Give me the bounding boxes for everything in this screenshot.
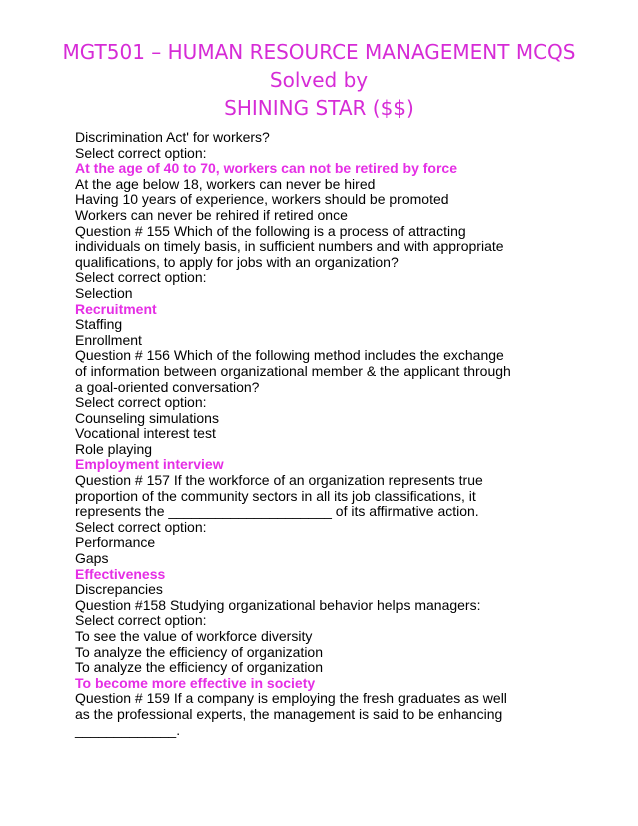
answer-line: At the age of 40 to 70, workers can not be retired by force xyxy=(75,160,457,177)
answer-line: Recruitment xyxy=(75,300,157,317)
header-title: MGT501 – HUMAN RESOURCE MANAGEMENT MCQS xyxy=(62,40,576,64)
text-line: Question #158 Studying organizational behavior helps managers: xyxy=(75,596,481,613)
document-body xyxy=(75,130,615,738)
header-subtitle: Solved by xyxy=(269,68,369,92)
text-line: Discrepancies xyxy=(75,581,163,598)
text-line: Question # 159 If a company is employing the fresh graduates as well xyxy=(75,690,507,707)
text-line: as the professional experts, the management is said to be enhancing xyxy=(75,705,503,722)
text-line: Having 10 years of experience, workers should be promoted xyxy=(75,191,449,208)
text-line: represents the _____________________ of its affirmative action. xyxy=(75,503,479,520)
text-line: proportion of the community sectors in all its job classifications, it xyxy=(75,487,476,504)
text-line: _____________. xyxy=(75,721,181,738)
text-line: To analyze the efficiency of organization xyxy=(75,643,324,660)
text-line: a goal-oriented conversation? xyxy=(75,378,260,395)
answer-line: Employment interview xyxy=(75,456,224,473)
text-line: Discrimination Act' for workers? xyxy=(75,129,270,145)
text-line: Select correct option: xyxy=(75,518,207,535)
text-line: To analyze the efficiency of organization xyxy=(75,659,324,676)
text-line: Performance xyxy=(75,534,156,551)
answer-line: To become more effective in society xyxy=(75,674,316,691)
text-line: Counseling simulations xyxy=(75,409,219,426)
text-line: Role playing xyxy=(75,440,153,457)
text-line: of information between organizational member & the applicant through xyxy=(75,362,511,379)
text-line: Enrollment xyxy=(75,331,142,348)
text-line: Select correct option: xyxy=(75,144,207,161)
text-line: Staffing xyxy=(75,316,123,333)
text-line: At the age below 18, workers can never be hired xyxy=(75,175,376,192)
text-line: Gaps xyxy=(75,550,109,567)
text-line: individuals on timely basis, in sufficient numbers and with appropriate xyxy=(75,238,504,255)
text-line: Question # 155 Which of the following is a process of attracting xyxy=(75,222,466,239)
text-line: Question # 157 If the workforce of an organization represents true xyxy=(75,472,483,489)
text-line: Select correct option: xyxy=(75,269,207,286)
text-line: Selection xyxy=(75,284,133,301)
document-header xyxy=(0,38,638,122)
text-line: Select correct option: xyxy=(75,394,207,411)
text-line: Select correct option: xyxy=(75,612,207,629)
text-line: Question # 156 Which of the following method includes the exchange xyxy=(75,347,504,364)
text-line: qualifications, to apply for jobs with an organization? xyxy=(75,253,399,270)
text-line: Vocational interest test xyxy=(75,425,216,442)
text-line: To see the value of workforce diversity xyxy=(75,628,313,644)
text-line: Workers can never be rehired if retired once xyxy=(75,206,348,223)
header-author: SHINING STAR ($$) xyxy=(224,96,414,120)
answer-line: Effectiveness xyxy=(75,565,166,582)
